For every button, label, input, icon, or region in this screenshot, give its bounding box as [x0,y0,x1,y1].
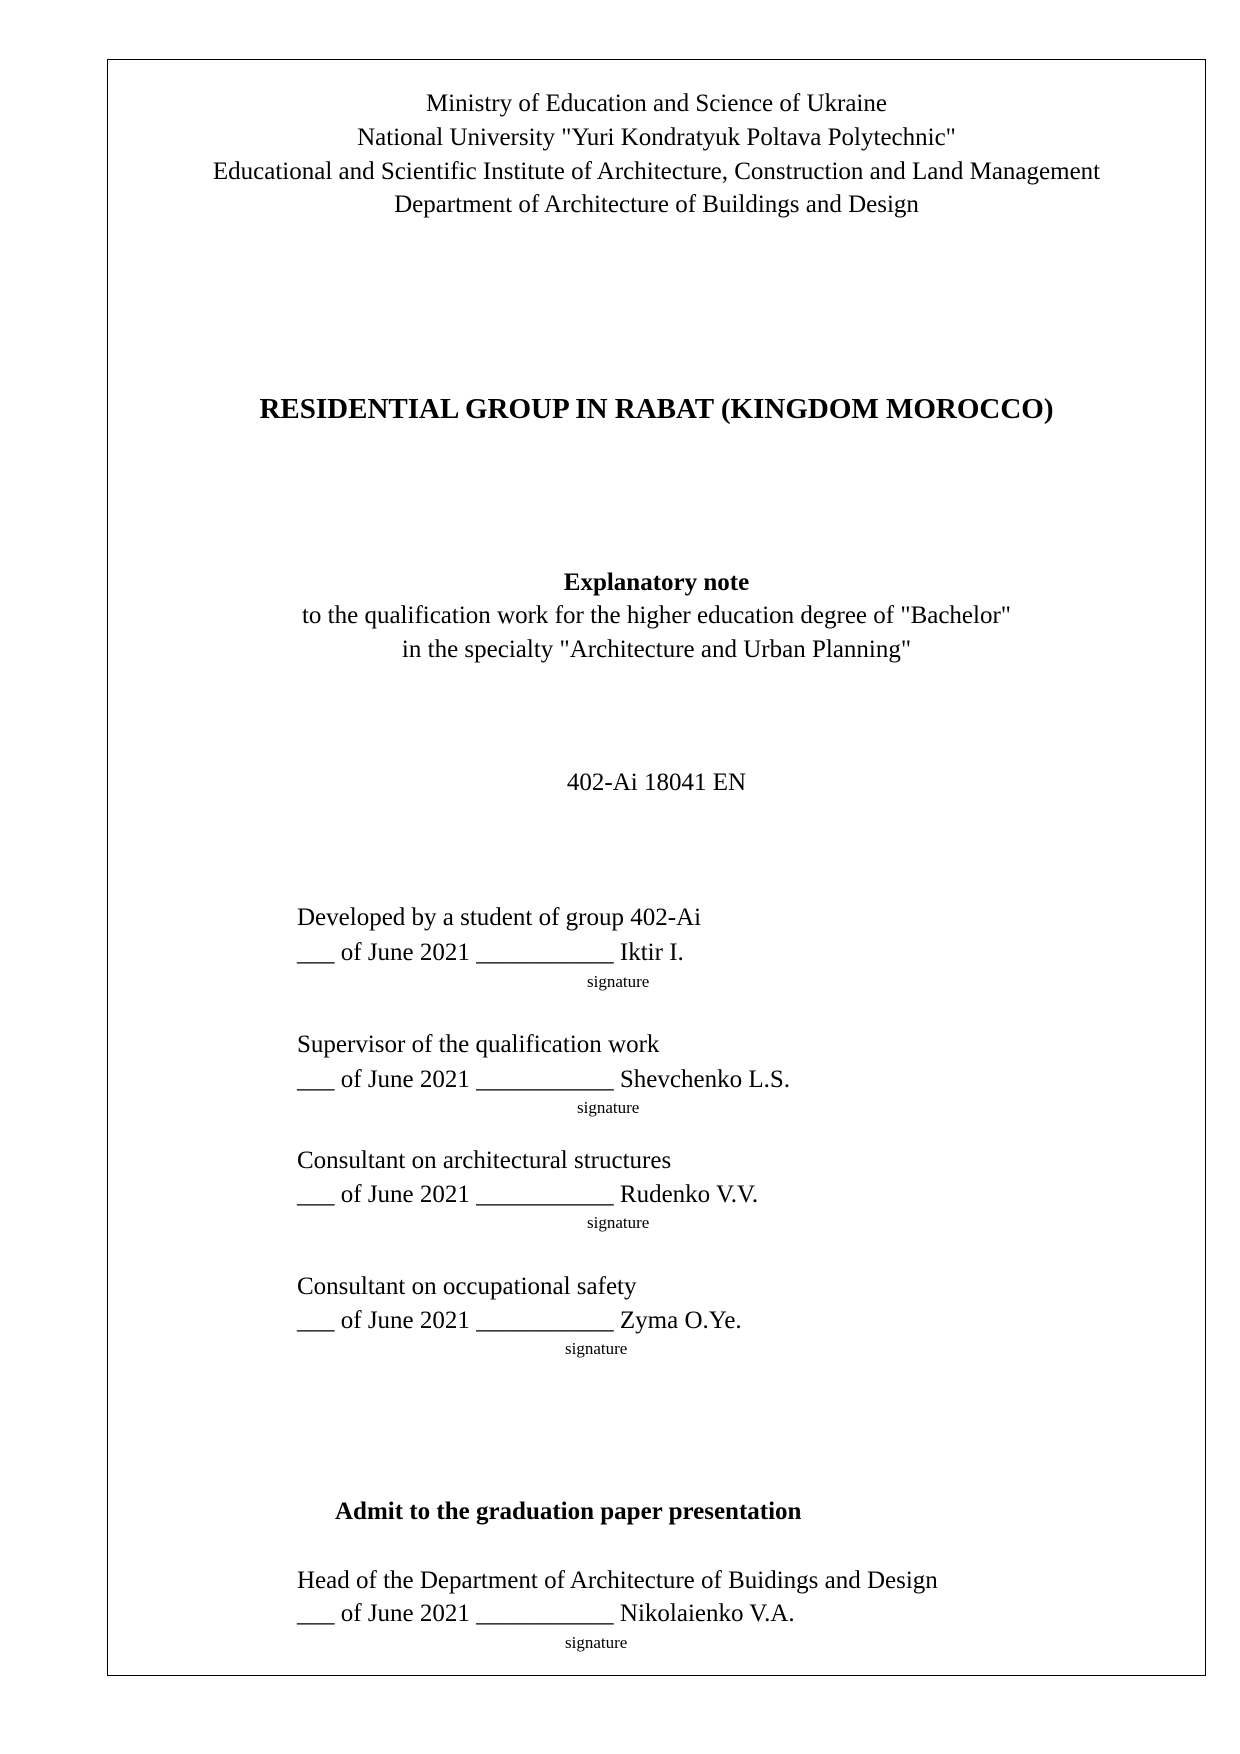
admit-heading: Admit to the graduation paper presentation [335,1498,802,1525]
university-line: National University "Yuri Kondratyuk Poltava Polytechnic" [357,124,956,151]
signatory-line: ___ of June 2021 ___________ Zyma O.Ye. [297,1307,742,1334]
signature-caption: signature [577,1098,640,1117]
explanatory-note-heading: Explanatory note [563,569,750,596]
institute-line: Educational and Scientific Institute of Architecture, Construction and Land Management [212,158,1101,185]
signatory-role: Developed by a student of group 402-Ai [297,904,702,931]
signatory-line: ___ of June 2021 ___________ Iktir I. [297,939,684,966]
document-title: RESIDENTIAL GROUP IN RABAT (KINGDOM MOROCCO) [259,393,1054,425]
page-border [107,59,1206,1676]
signatory-role: Consultant on architectural structures [297,1147,672,1174]
signatory-role: Consultant on occupational safety [297,1273,637,1300]
signature-caption: signature [587,1213,650,1232]
note-line-1: to the qualification work for the higher education degree of "Bachelor" [301,602,1012,629]
document-code: 402-Ai 18041 EN [566,769,747,796]
signature-caption: signature [587,972,650,991]
ministry-line: Ministry of Education and Science of Ukraine [426,90,887,117]
signatory-line: ___ of June 2021 ___________ Rudenko V.V. [297,1181,759,1208]
head-role: Head of the Department of Architecture of Buidings and Design [297,1567,938,1594]
signature-caption: signature [565,1339,628,1358]
signatory-line: ___ of June 2021 ___________ Shevchenko L.S. [297,1066,791,1093]
head-signatory-line: ___ of June 2021 ___________ Nikolaienko V.A. [297,1600,795,1627]
note-line-2: in the specialty "Architecture and Urban Planning" [401,636,912,663]
department-line: Department of Architecture of Buildings and Design [394,191,919,218]
signature-caption: signature [565,1633,628,1652]
signatory-role: Supervisor of the qualification work [297,1031,660,1058]
